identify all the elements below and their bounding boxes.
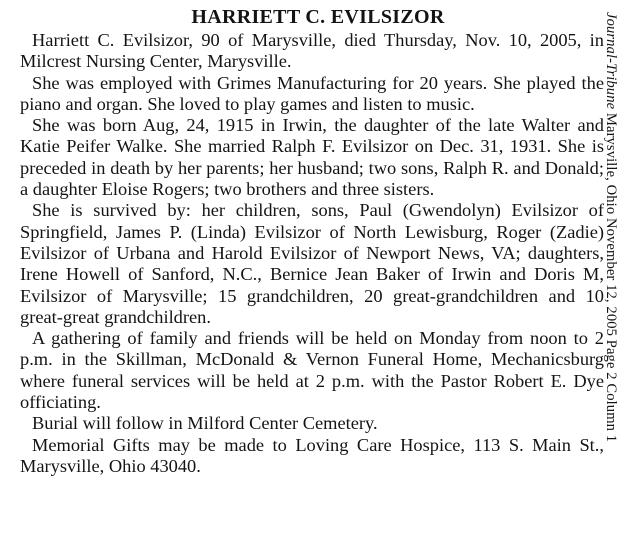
obituary-paragraph: She was employed with Grimes Manufacturing for 20 years. She played the piano and organ. She loved to play games and listen to music. (20, 72, 604, 114)
obituary-article (20, 5, 604, 477)
obituary-headline: HARRIETT C. EVILSIZOR (191, 6, 445, 28)
obituary-paragraph: She was born Aug, 24, 1915 in Irwin, the daughter of the late Walter and Katie Peifer Walke. She married Ralph F. Evilsizor on Dec. 31, 1931. She is preceded in death by her parents; her husband; two sons, Ralph R. and Donald; a daughter Eloise Rogers; two brothers and three sisters. (20, 115, 604, 200)
obituary-paragraph: A gathering of family and friends will be held on Monday from noon to 2 p.m. in the Skillman, McDonald & Vernon Funeral Home, Mechanicsburg where funeral services will be held at 2 p.m. with the Pastor Robert E. Dye officiating. (20, 328, 604, 413)
obituary-paragraph: Burial will follow in Milford Center Cemetery. (32, 413, 378, 434)
source-caption-text (601, 12, 621, 442)
publication-name: Journal-Tribune (603, 12, 619, 110)
obituary-paragraph: Memorial Gifts may be made to Loving Care Hospice, 113 S. Main St., Marysville, Ohio 43040. (20, 434, 604, 476)
publication-details: Marysville, Ohio November 12, 2005 Page 2 Column 1 (603, 112, 619, 443)
obituary-paragraph: Harriett C. Evilsizor, 90 of Marysville, died Thursday, Nov. 10, 2005, in Milcrest Nursing Center, Marysville. (20, 30, 604, 72)
source-caption (601, 12, 623, 527)
obituary-paragraph: She is survived by: her children, sons, Paul (Gwendolyn) Evilsizor of Springfield, James P. (Linda) Evilsizor of North Lewisburg, Roger (Zadie) Evilsizor of Urbana and Harold Evilsizor of Newport News, VA; daughters, Irene Howell of Sanford, N.C., Bernice Jean Baker of Irwin and Doris M, Evilsizor of Marysville; 15 grandchildren, 20 great-grandchildren and 10 great-great grandchildren. (20, 200, 604, 327)
